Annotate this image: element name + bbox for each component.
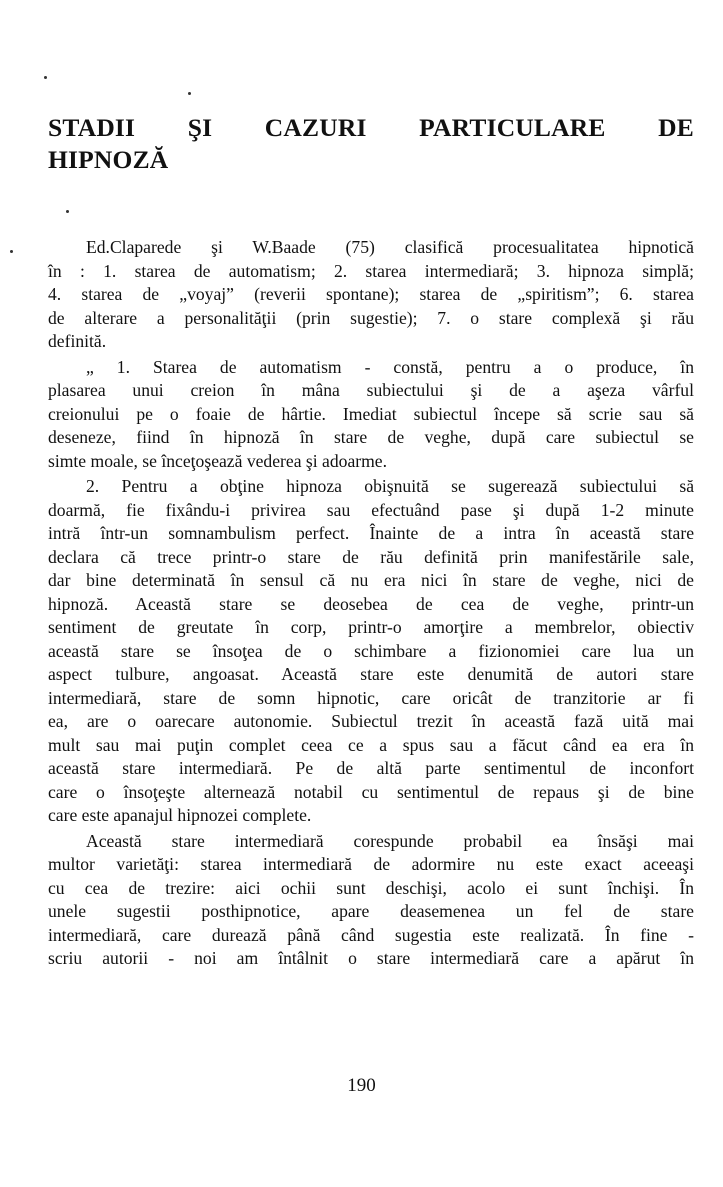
text-line: sentiment de greutate în corp, printr-o amorţire a membrelor, obiectiv bbox=[48, 617, 694, 637]
title-word: PARTICULARE bbox=[419, 113, 606, 142]
text-line: declara că trece printr-o stare de rău definită prin manifestările sale, bbox=[48, 546, 694, 567]
page-number: 190 bbox=[347, 1075, 376, 1096]
chapter-title-line-1 bbox=[48, 112, 694, 144]
text-line: creionului pe o foaie de hârtie. Imediat subiectul începe să scrie sau să bbox=[48, 403, 694, 424]
text-line: această stare se însoţea de o schimbare a fizionomiei care lua un bbox=[48, 640, 694, 661]
text-line: doarmă, fie fixându-i privirea sau efectuând pase şi după 1-2 minute bbox=[48, 499, 694, 520]
text-line: aspect tulbure, angoasat. Această stare este denumită de autori stare bbox=[48, 664, 694, 684]
text-line: 2. Pentru a obţine hipnoza obişnuită se sugerează subiectului să bbox=[86, 476, 694, 496]
paragraph bbox=[48, 236, 694, 354]
text-line: mult sau mai puţin complet ceea ce a spus sau a făcut când ea era în bbox=[48, 734, 694, 755]
text-line: deseneze, fiind în hipnoză în stare de veghe, după care subiectul se bbox=[48, 427, 694, 447]
text-line: unele sugestii posthipnotice, apare deasemenea un fel de stare bbox=[48, 901, 694, 921]
text-line: care este apanajul hipnozei complete. bbox=[48, 805, 312, 825]
text-line: hipnoză. Această stare se deosebea de cea de veghe, printr-un bbox=[48, 593, 694, 614]
text-line: 4. starea de „voyaj” (reverii spontane); starea de „spiritism”; 6. starea bbox=[48, 284, 694, 304]
scan-speck bbox=[66, 210, 69, 213]
text-line: dar bine determinată în sensul că nu era nici în stare de veghe, nici de bbox=[48, 570, 694, 590]
chapter-title-line-2: HIPNOZĂ bbox=[48, 145, 169, 174]
paragraph bbox=[48, 475, 694, 828]
text-line: în : 1. starea de automatism; 2. starea intermediară; 3. hipnoza simplă; bbox=[48, 260, 694, 281]
scan-speck bbox=[188, 92, 191, 95]
text-line: această stare intermediară. Pe de altă parte sentimentul de inconfort bbox=[48, 758, 694, 778]
text-line: intermediară, stare de somn hipnotic, care oricât de tranzitorie ar fi bbox=[48, 687, 694, 708]
text-line: ea, are o oarecare autonomie. Subiectul trezit în această fază uită mai bbox=[48, 711, 694, 731]
text-line: Această stare intermediară corespunde probabil ea însăşi mai bbox=[86, 830, 694, 851]
text-line: cu cea de trezire: aici ochii sunt deschişi, acolo ei sunt închişi. În bbox=[48, 877, 694, 898]
text-line: intermediară, care durează până când sugestia este realizată. În fine - bbox=[48, 924, 694, 945]
text-line: Ed.Claparede şi W.Baade (75) clasifică procesualitatea hipnotică bbox=[86, 237, 694, 257]
text-line: de alterare a personalităţii (prin sugestie); 7. o stare complexă şi rău bbox=[48, 307, 694, 328]
title-word: DE bbox=[658, 113, 694, 142]
chapter-title bbox=[48, 112, 694, 176]
title-word: ŞI bbox=[187, 113, 213, 142]
text-line: intră într-un somnambulism perfect. Înainte de a intra în această stare bbox=[48, 523, 694, 543]
text-line: plasarea unui creion în mâna subiectului şi de a aşeza vârful bbox=[48, 380, 694, 400]
text-line: scriu autorii - noi am întâlnit o stare intermediară care a apărut în bbox=[48, 948, 694, 968]
scan-speck bbox=[10, 250, 13, 253]
title-word: CAZURI bbox=[264, 113, 367, 142]
text-line: simte moale, se înceţoşează vederea şi adoarme. bbox=[48, 450, 388, 471]
title-word: STADII bbox=[48, 113, 136, 142]
paragraph bbox=[48, 356, 694, 474]
text-line: care o însoţeşte alternează notabil cu sentimentul de repaus şi de bine bbox=[48, 781, 694, 802]
text-line: „ 1. Starea de automatism - constă, pentru a o produce, în bbox=[86, 356, 694, 377]
paragraph bbox=[48, 830, 694, 971]
body-text bbox=[48, 236, 694, 971]
text-line: multor varietăţi: starea intermediară de adormire nu este exact aceeaşi bbox=[48, 854, 694, 874]
text-line: definită. bbox=[48, 331, 107, 351]
scan-speck bbox=[44, 76, 47, 79]
